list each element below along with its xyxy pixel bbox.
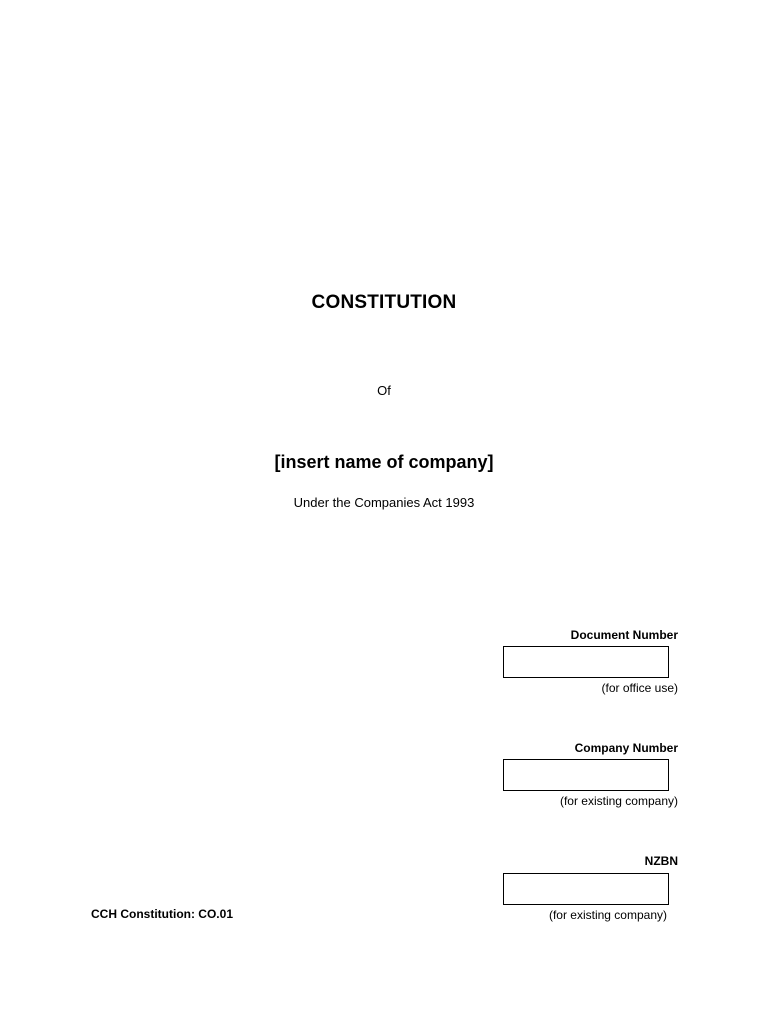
nzbn-field[interactable] (503, 873, 669, 905)
company-number-label: Company Number (574, 741, 678, 755)
nzbn-note: (for existing company) (548, 908, 667, 922)
document-number-note: (for office use) (601, 681, 678, 695)
document-title: CONSTITUTION (311, 292, 457, 313)
footer-reference: CCH Constitution: CO.01 (91, 907, 233, 921)
company-name-placeholder: [insert name of company] (274, 452, 494, 472)
of-text: Of (377, 383, 391, 398)
document-number-label: Document Number (570, 628, 678, 642)
document-number-field[interactable] (503, 646, 669, 678)
act-subtitle: Under the Companies Act 1993 (293, 495, 475, 510)
company-number-note: (for existing company) (559, 794, 678, 808)
company-number-field[interactable] (503, 759, 669, 791)
nzbn-label: NZBN (644, 854, 678, 868)
